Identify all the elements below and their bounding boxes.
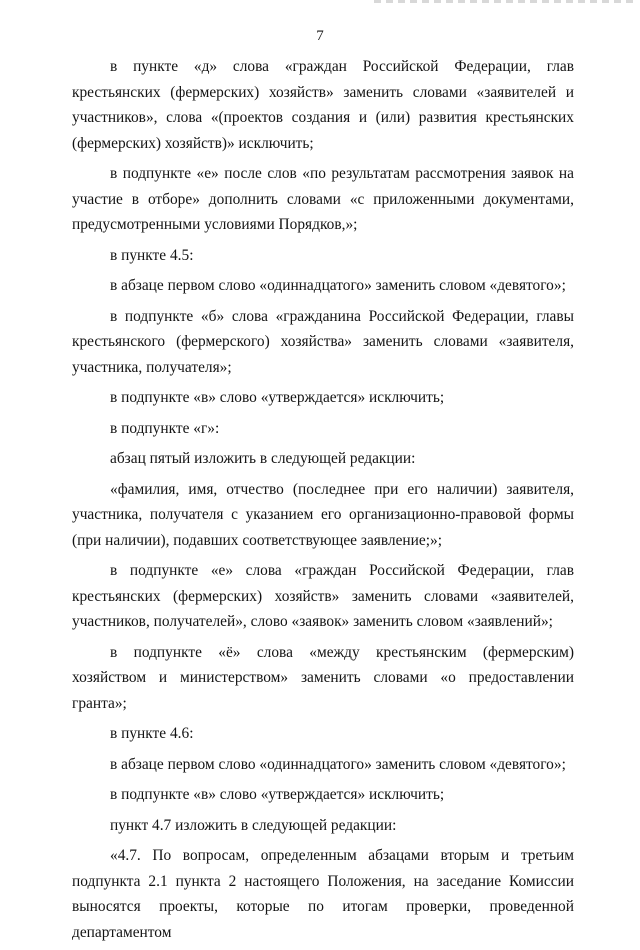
paragraph: в подпункте «е» слова «граждан Российской Федерации, глав крестьянских (фермерских) хозяйств» заменить словами «заявителей, участников, получателей», слово «заявок» заменить словом «заявлений»; [72,562,574,630]
paragraph: в пункте «д» слова «граждан Российской Федерации, глав крестьянских (фермерских) хозяйств» заменить словами «заявителей и участников», слова «(проектов создания и (или) развития крестьянских (фермерских) хозяйств)» исключить; [72,58,574,152]
paragraph: в подпункте «г»: [110,419,220,437]
paragraph: в пункте 4.6: [110,725,194,742]
paragraph: в подпункте «ё» слова «между крестьянским (фермерским) хозяйством и министерством» заменить словами «о предоставлении гранта»; [72,643,574,712]
paragraph: в подпункте «в» слово «утверждается» исключить; [110,389,445,406]
paragraph: в абзаце первом слово «одиннадцатого» заменить словом «девятого»; [110,277,566,294]
paragraph: в подпункте «в» слово «утверждается» исключить; [110,786,445,803]
scan-edge-artifact [374,0,634,3]
paragraph: пункт 4.7 изложить в следующей редакции: [110,816,397,834]
paragraph: «4.7. По вопросам, определенным абзацами вторым и третьим подпункта 2.1 пункта 2 настоящего Положения, на заседание Комиссии выносятся проекты, которые по итогам проверки, проведенной департаментом [72,847,574,941]
paragraph: в абзаце первом слово «одиннадцатого» заменить словом «девятого»; [110,755,566,773]
paragraph: в подпункте «е» после слов «по результатам рассмотрения заявок на участие в отборе» дополнить словами «с приложенными документами, предусмотренными условиями Порядков,»; [72,165,574,233]
paragraph: в подпункте «б» слова «гражданина Российской Федерации, главы крестьянского (фермерского) хозяйства» заменить словами «заявителя, участника, получателя»; [72,307,574,376]
paragraph: в пункте 4.5: [110,246,194,264]
paragraph: «фамилия, имя, отчество (последнее при его наличии) заявителя, участника, получателя с указанием его организационно-правовой формы (при наличии), подавших соответствующее заявление;»; [72,480,574,549]
page-number: 7 [316,28,324,44]
paragraph: абзац пятый изложить в следующей редакции: [110,450,416,467]
document-body [72,54,574,950]
